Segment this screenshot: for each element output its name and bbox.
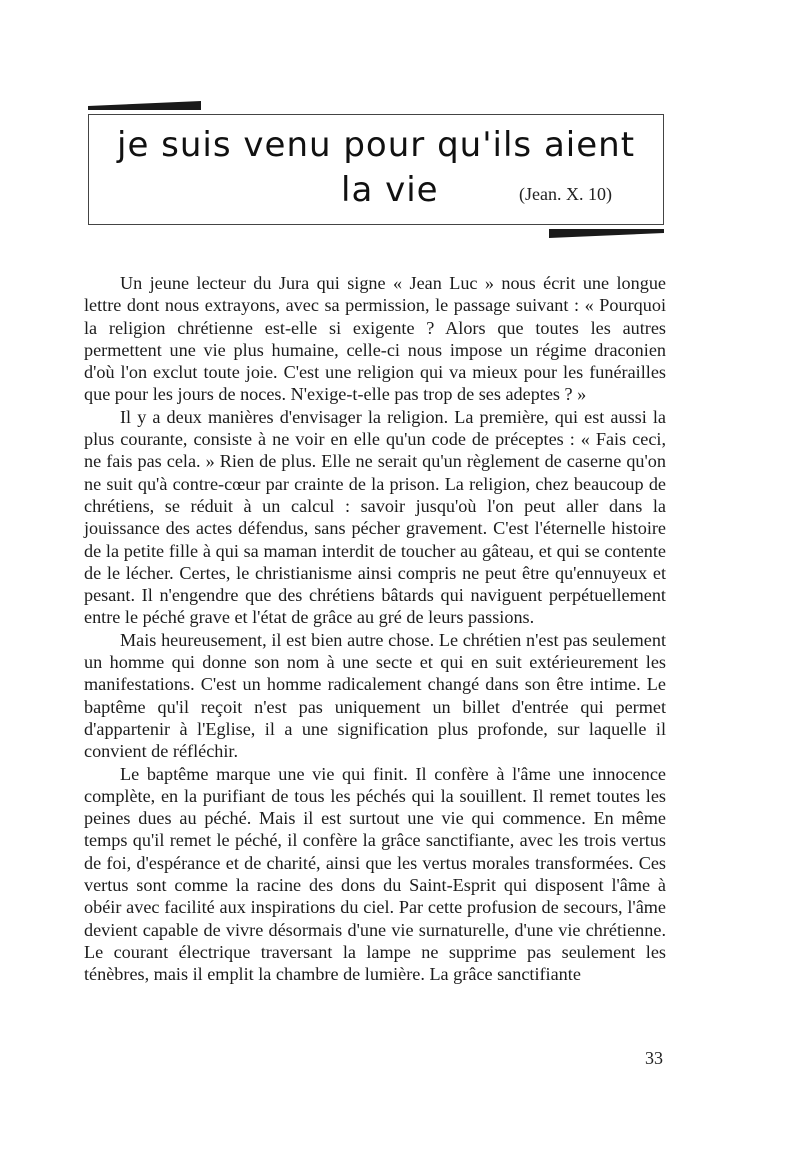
paragraph: Le baptême marque une vie qui finit. Il confère à l'âme une innocence complète, en la purifiant de tous les péchés qui la souillent. Il remet toutes les peines dues au péché. Mais il est surtout une vie qui commence. En même temps qu'il remet le péché, il confère la grâce sanctifiante, avec les trois vertus de foi, d'espérance et de charité, ainsi que les vertus morales transformées. Ces vertus sont comme la racine des dons du Saint-Esprit qui disposent l'âme à obéir avec facilité aux inspirations du ciel. Par cette profusion de secours, l'âme devient capable de vivre désormais d'une vie surnaturelle, d'une vie chrétienne. Le courant électrique traversant la lampe ne supprime pas seulement les ténèbres, mais il emplit la chambre de lumière. La grâce sanctifiante	[84, 763, 666, 985]
paragraph: Mais heureusement, il est bien autre chose. Le chrétien n'est pas seulement un homme qui donne son nom à une secte et qui en suit extérieurement les manifestations. C'est un homme radicalement changé dans son être intime. Le baptême qu'il reçoit n'est pas uniquement un billet d'entrée qui permet d'appartenir à l'Eglise, il a une signification plus profonde, sur laquelle il convient de réfléchir.	[84, 629, 666, 762]
paragraph: Il y a deux manières d'envisager la religion. La première, qui est aussi la plus courante, consiste à ne voir en elle qu'un code de préceptes : « Fais ceci, ne fais pas cela. » Rien de plus. Elle ne serait qu'un règlement de caserne qu'on ne suit qu'à contre-cœur par crainte de la prison. La religion, chez beaucoup de chrétiens, se réduit à un calcul : savoir jusqu'où l'on peut aller dans la jouissance des actes défendus, sans pécher gravement. C'est l'éternelle histoire de la petite fille à qui sa maman interdit de toucher au gâteau, et qui se contente de le lécher. Certes, le christianisme ainsi compris ne peut être qu'ennuyeux et pesant. Il n'engendre que des chrétiens bâtards qui naviguent perpétuellement entre le péché grave et l'état de grâce au gré de leurs passions.	[84, 406, 666, 628]
decorative-bar-bottom	[549, 229, 664, 238]
title-line-1: je suis venu pour qu'ils aient	[117, 125, 636, 165]
decorative-bar-top	[88, 101, 201, 110]
article-body	[84, 272, 666, 986]
title-box	[88, 114, 664, 225]
paragraph: Un jeune lecteur du Jura qui signe « Jean Luc » nous écrit une longue lettre dont nous extrayons, avec sa permission, le passage suivant : « Pourquoi la religion chrétienne est-elle si exigente ? Alors que toutes les autres permettent une vie plus humaine, celle-ci nous impose un régime draconien d'où l'on exclut toute joie. C'est une religion qui va mieux pour les funérailles que pour les jours de noces. N'exige-t-elle pas trop de ses adeptes ? »	[84, 273, 666, 405]
title-line-2: la vie	[341, 170, 439, 210]
bible-reference: (Jean. X. 10)	[519, 184, 612, 204]
page-number: 33	[645, 1048, 663, 1068]
